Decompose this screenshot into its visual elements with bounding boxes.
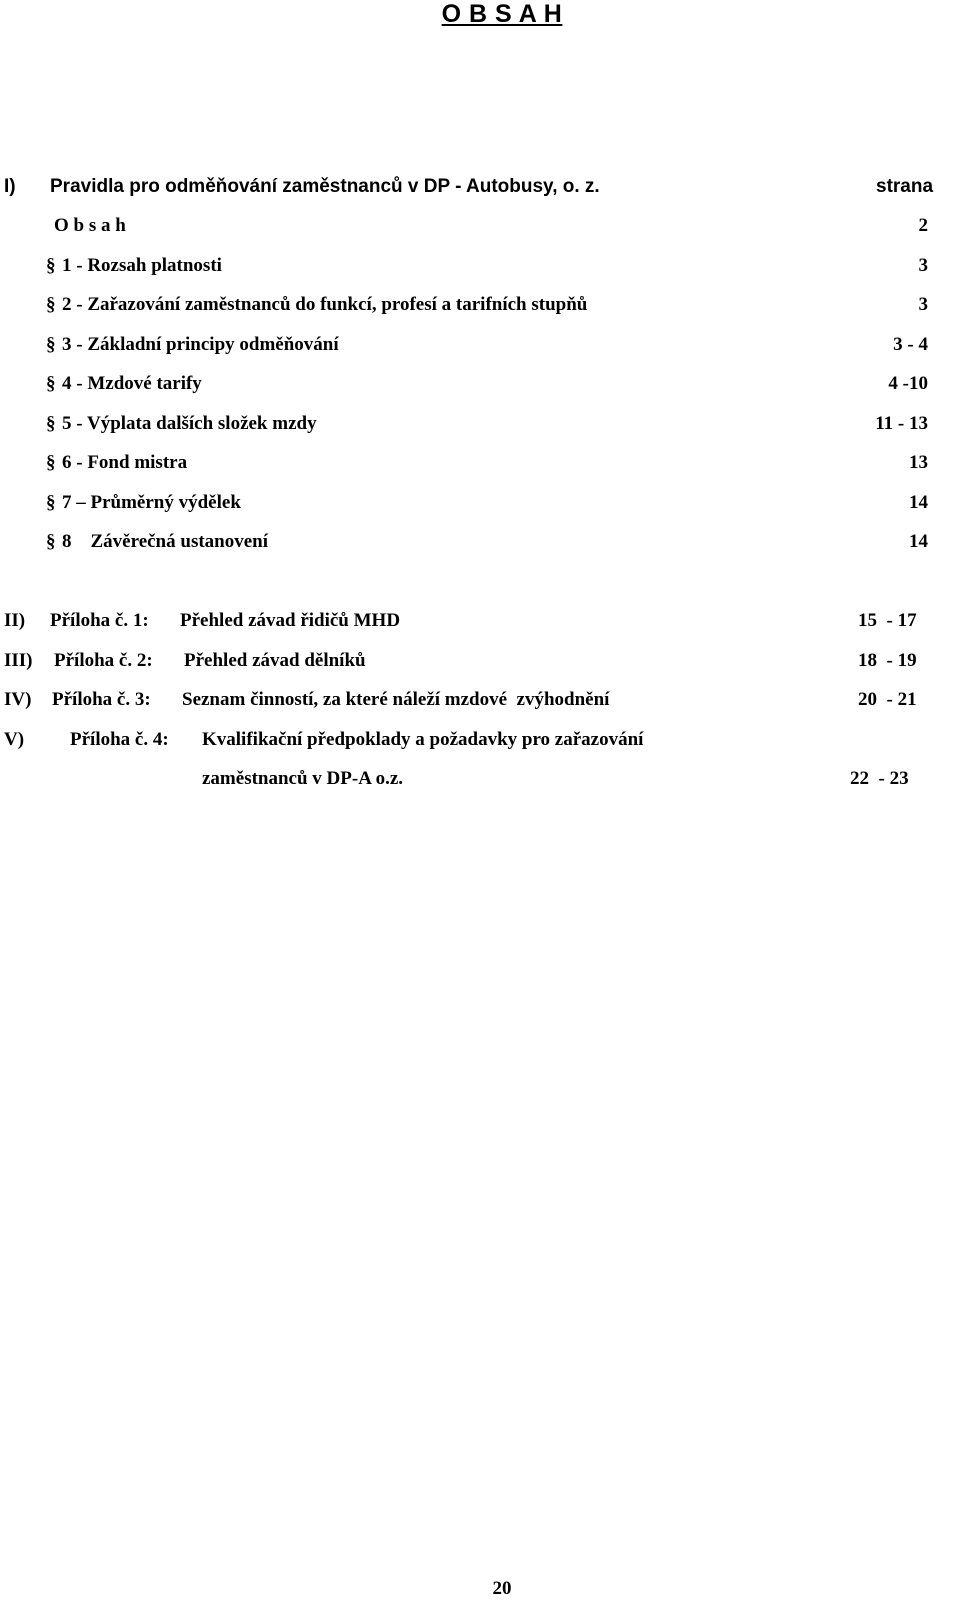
toc-entry-label: 1 - Rozsah platnosti (62, 255, 222, 276)
part1-heading-row (0, 176, 960, 202)
appendix-row-4 (0, 729, 960, 755)
toc-entry-label: 8 Závěrečná ustanovení (62, 531, 269, 552)
appendix-page: 20 - 21 (858, 689, 917, 710)
toc-entry-8 (0, 531, 960, 557)
toc-entry-3 (0, 334, 960, 360)
appendix-page: 22 - 23 (850, 768, 909, 789)
toc-entry-page: 13 (909, 452, 928, 473)
appendix-title: Seznam činností, za které náleží mzdové zvýhodnění (182, 689, 610, 710)
appendix-label: Příloha č. 2: (54, 650, 153, 671)
toc-entry-label: 2 - Zařazování zaměstnanců do funkcí, profesí a tarifních stupňů (62, 294, 588, 315)
appendix-page: 15 - 17 (858, 610, 917, 631)
section-symbol: § (46, 531, 56, 552)
part1-numeral: I) (4, 176, 16, 197)
toc-entry-page: 3 (918, 255, 928, 276)
appendix-title-continuation: zaměstnanců v DP-A o.z. (202, 768, 404, 789)
toc-entry-page: 14 (909, 531, 928, 552)
appendix-numeral: II) (4, 610, 26, 631)
appendix-label: Příloha č. 4: (70, 729, 169, 750)
toc-entry-label: 3 - Základní principy odměňování (62, 334, 339, 355)
section-symbol: § (46, 452, 56, 473)
toc-entry-page: 14 (909, 492, 928, 513)
part1-heading: Pravidla pro odměňování zaměstnanců v DP - Autobusy, o. z. (50, 176, 600, 197)
toc-entry-label: 6 - Fond mistra (62, 452, 188, 473)
appendix-page: 18 - 19 (858, 650, 917, 671)
appendix-title: Přehled závad řidičů MHD (180, 610, 401, 631)
page-column-header: strana (876, 176, 934, 197)
appendix-title: Přehled závad dělníků (184, 650, 366, 671)
appendix-numeral: IV) (4, 689, 32, 710)
appendix-numeral: V) (4, 729, 25, 750)
toc-entry-label: 5 - Výplata dalších složek mzdy (62, 413, 317, 434)
toc-entry-label: 4 - Mzdové tarify (62, 373, 202, 394)
toc-entry-page: 3 (918, 294, 928, 315)
section-symbol: § (46, 373, 56, 394)
section-symbol: § (46, 413, 56, 434)
appendix-row-1 (0, 610, 960, 636)
toc-entry-1 (0, 255, 960, 281)
toc-entry-page: 3 - 4 (893, 334, 928, 355)
section-symbol: § (46, 334, 56, 355)
appendix-title: Kvalifikační předpoklady a požadavky pro zařazování (202, 729, 644, 750)
appendix-label: Příloha č. 1: (50, 610, 149, 631)
appendix-label: Příloha č. 3: (52, 689, 151, 710)
toc-entry-page: 2 (918, 215, 928, 236)
appendix-row-4-continuation (0, 768, 960, 794)
section-symbol: § (46, 294, 56, 315)
appendix-row-3 (0, 689, 960, 715)
toc-entry-obsah (0, 215, 960, 241)
page-number: 20 (492, 1578, 512, 1599)
toc-entry-page: 11 - 13 (875, 413, 928, 434)
toc-entry-4 (0, 373, 960, 399)
toc-entry-6 (0, 452, 960, 478)
section-symbol: § (46, 492, 56, 513)
toc-entry-5 (0, 413, 960, 439)
toc-entry-page: 4 -10 (888, 373, 928, 394)
toc-entry-label: 7 – Průměrný výdělek (62, 492, 241, 513)
toc-entry-label: O b s a h (54, 215, 126, 236)
appendix-row-2 (0, 650, 960, 676)
page-title: O B S A H (441, 0, 563, 28)
toc-entry-7 (0, 492, 960, 518)
appendix-numeral: III) (4, 650, 33, 671)
toc-entry-2 (0, 294, 960, 320)
section-symbol: § (46, 255, 56, 276)
